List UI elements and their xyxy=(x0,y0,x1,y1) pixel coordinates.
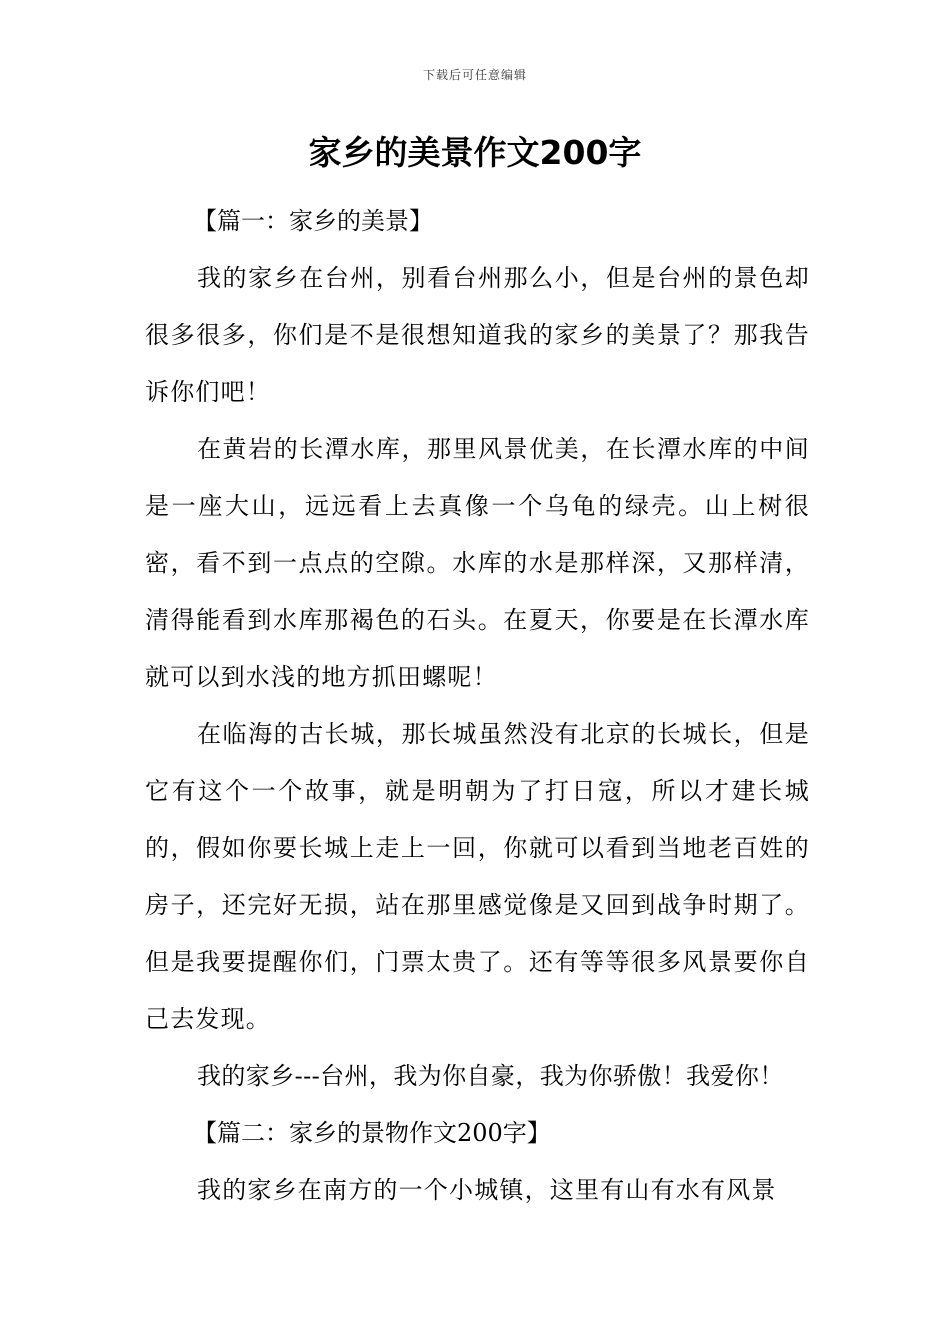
section-heading: 【篇一：家乡的美景】 xyxy=(193,207,433,235)
paragraph: 我的家乡在台州，别看台州那么小，但是台州的景色却很多很多，你们是不是很想知道我的家乡的美景了？那我告诉你们吧！ xyxy=(145,264,810,406)
paragraph: 在黄岩的长潭水库，那里风景优美，在长潭水库的中间是一座大山，远远看上去真像一个乌龟的绿壳。山上树很密，看不到一点点的空隙。水库的水是那样深，又那样清，清得能看到水库那褐色的石头。在夏天，你要是在长潭水库就可以到水浅的地方抓田螺呢！ xyxy=(145,435,810,691)
paragraph: 我的家乡---台州，我为你自豪，我为你骄傲！我爱你！ xyxy=(197,1062,784,1090)
header-note: 下载后可任意编辑 xyxy=(422,68,527,82)
paragraph: 我的家乡在南方的一个小城镇，这里有山有水有风景 xyxy=(197,1176,777,1204)
document-title: 家乡的美景作文200字 xyxy=(308,133,642,172)
section-heading: 【篇二：家乡的景物作文200字】 xyxy=(193,1119,551,1147)
document-body xyxy=(145,193,810,1219)
paragraph: 在临海的古长城，那长城虽然没有北京的长城长，但是它有这个一个故事，就是明朝为了打日寇，所以才建长城的，假如你要长城上走上一回，你就可以看到当地老百姓的房子，还完好无损，站在那里感觉像是又回到战争时期了。但是我要提醒你们，门票太贵了。还有等等很多风景要你自己去发现。 xyxy=(145,720,810,1033)
